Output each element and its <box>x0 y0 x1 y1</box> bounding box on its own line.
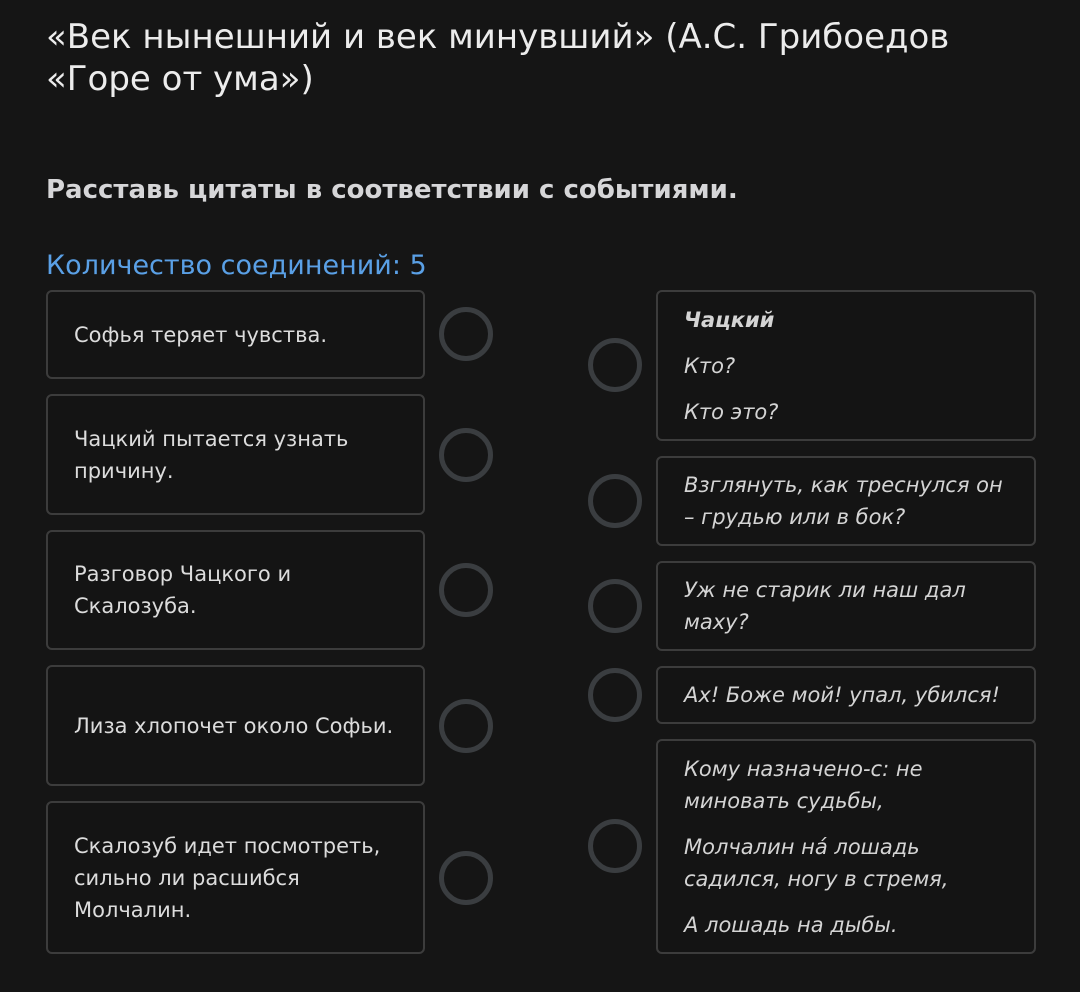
event-connector[interactable] <box>439 851 493 905</box>
task-instruction: Расставь цитаты в соответствии с событиями. <box>46 175 738 205</box>
quote-connector[interactable] <box>588 819 642 873</box>
event-card[interactable] <box>46 665 425 786</box>
quote-card[interactable] <box>656 456 1036 546</box>
quote-line: Взглянуть, как треснулся он – грудью или в бок? <box>684 473 1003 529</box>
quote-connector[interactable] <box>588 668 642 722</box>
quote-speaker: Чацкий <box>684 307 775 332</box>
quote-connector[interactable] <box>588 338 642 392</box>
connections-count: Количество соединений: 5 <box>46 250 427 281</box>
quote-card[interactable] <box>656 290 1036 441</box>
quote-line: Ах! Боже мой! упал, убился! <box>684 683 1000 707</box>
quote-line: Молчалин на́ лошадь садился, ногу в стремя, <box>684 834 949 891</box>
event-card[interactable] <box>46 801 425 954</box>
event-connector[interactable] <box>439 428 493 482</box>
event-card[interactable] <box>46 394 425 515</box>
quote-connector[interactable] <box>588 579 642 633</box>
quote-card[interactable] <box>656 666 1036 724</box>
page-title: «Век нынешний и век минувший» (А.С. Грибоедов «Горе от ума») <box>46 17 950 99</box>
quote-line: Уж не старик ли наш дал маху? <box>684 578 966 634</box>
quote-card[interactable] <box>656 561 1036 651</box>
event-connector[interactable] <box>439 699 493 753</box>
event-text: Лиза хлопочет около Софьи. <box>74 713 394 738</box>
event-connector[interactable] <box>439 307 493 361</box>
event-text: Чацкий пытается узнать причину. <box>74 426 349 483</box>
event-text: Софья теряет чувства. <box>74 322 328 347</box>
event-card[interactable] <box>46 290 425 379</box>
quote-line: А лошадь на дыбы. <box>684 912 898 937</box>
event-card[interactable] <box>46 530 425 650</box>
event-text: Разговор Чацкого и Скалозуба. <box>74 562 292 618</box>
quote-connector[interactable] <box>588 474 642 528</box>
quote-line: Кому назначено-с: не миновать судьбы, <box>684 756 923 813</box>
quote-line: Кто? <box>684 353 736 378</box>
event-connector[interactable] <box>439 563 493 617</box>
event-text: Скалозуб идет посмотреть, сильно ли расшибся Молчалин. <box>74 833 381 922</box>
quote-line: Кто это? <box>684 399 779 424</box>
quote-card[interactable] <box>656 739 1036 954</box>
